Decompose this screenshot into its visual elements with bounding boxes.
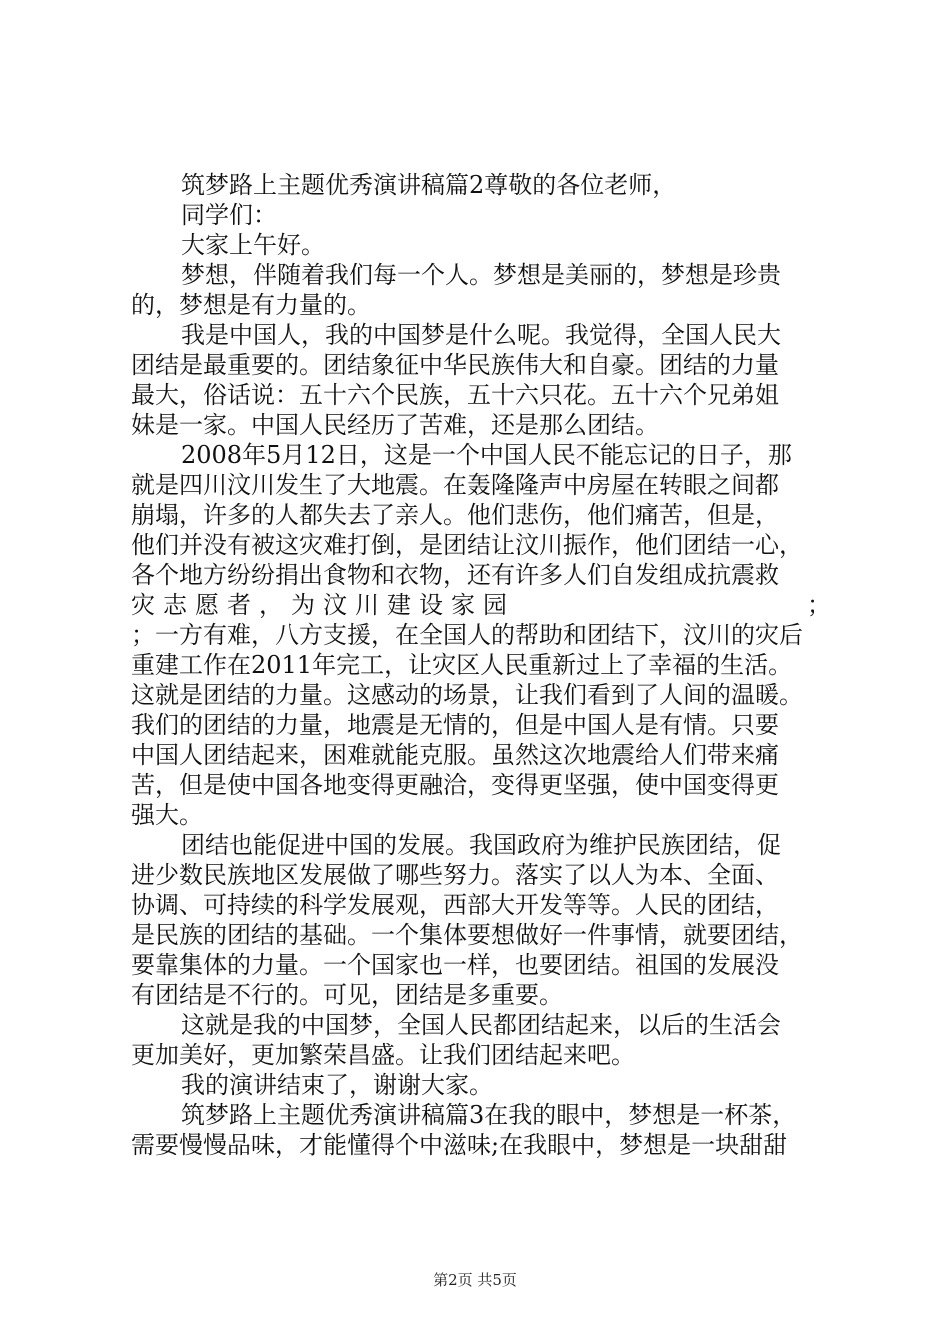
text-line: 筑梦路上主题优秀演讲稿篇2尊敬的各位老师， bbox=[181, 171, 677, 199]
text-line: 进少数民族地区发展做了哪些努力。落实了以人为本、全面、 bbox=[131, 861, 779, 889]
text-line: 就是四川汶川发生了大地震。在轰隆隆声中房屋在转眼之间都 bbox=[131, 471, 779, 499]
text-line: 需要慢慢品味，才能懂得个中滋味;在我眼中，梦想是一块甜甜 bbox=[131, 1131, 788, 1159]
text-line: ；一方有难，八方支援，在全国人的帮助和团结下，汶川的灾后 bbox=[131, 621, 803, 649]
speech-body bbox=[131, 170, 831, 1160]
text-line: 更加美好，更加繁荣昌盛。让我们团结起来吧。 bbox=[131, 1041, 635, 1069]
text-line: 梦想，伴随着我们每一个人。梦想是美丽的，梦想是珍贵 bbox=[181, 261, 781, 289]
text-line: 这就是我的中国梦，全国人民都团结起来，以后的生活会 bbox=[181, 1011, 781, 1039]
text-line: 重建工作在2011年完工，让灾区人民重新过上了幸福的生活。 bbox=[131, 651, 793, 679]
text-line: 同学们： bbox=[181, 201, 277, 229]
text-line: 筑梦路上主题优秀演讲稿篇3在我的眼中，梦想是一杯茶， bbox=[181, 1101, 797, 1129]
text-line: 的，梦想是有力量的。 bbox=[131, 291, 371, 319]
text-line: 大家上午好。 bbox=[181, 231, 325, 259]
text-line: 各个地方纷纷捐出食物和衣物，还有许多人们自发组成抗震救 bbox=[131, 561, 779, 589]
text-line bbox=[131, 590, 831, 620]
text-line: 崩塌，许多的人都失去了亲人。他们悲伤，他们痛苦，但是， bbox=[131, 501, 779, 529]
page-footer: 第2页 共5页 bbox=[433, 1271, 517, 1289]
text-line-main: 灾志愿者，为汶川建设家园 bbox=[131, 591, 515, 619]
text-line: 要靠集体的力量。一个国家也一样，也要团结。祖国的发展没 bbox=[131, 951, 779, 979]
text-line: 有团结是不行的。可见，团结是多重要。 bbox=[131, 981, 563, 1009]
text-line: 这就是团结的力量。这感动的场景，让我们看到了人间的温暖。 bbox=[131, 681, 803, 709]
text-line: 团结也能促进中国的发展。我国政府为维护民族团结，促 bbox=[181, 831, 781, 859]
text-line: 我是中国人，我的中国梦是什么呢。我觉得，全国人民大 bbox=[181, 321, 781, 349]
text-line: 2008年5月12日，这是一个中国人民不能忘记的日子，那 bbox=[181, 441, 792, 469]
text-line-tail: ； bbox=[807, 591, 831, 619]
text-line: 协调、可持续的科学发展观，西部大开发等等。人民的团结， bbox=[131, 891, 779, 919]
text-line: 苦，但是使中国各地变得更融洽，变得更坚强，使中国变得更 bbox=[131, 771, 779, 799]
text-line: 中国人团结起来，困难就能克服。虽然这次地震给人们带来痛 bbox=[131, 741, 779, 769]
text-line: 最大，俗话说：五十六个民族，五十六只花。五十六个兄弟姐 bbox=[131, 381, 779, 409]
text-line: 妹是一家。中国人民经历了苦难，还是那么团结。 bbox=[131, 411, 659, 439]
text-line: 我的演讲结束了，谢谢大家。 bbox=[181, 1071, 493, 1099]
text-line: 是民族的团结的基础。一个集体要想做好一件事情，就要团结， bbox=[131, 921, 803, 949]
text-line: 他们并没有被这灾难打倒，是团结让汶川振作，他们团结一心， bbox=[131, 531, 803, 559]
text-line: 团结是最重要的。团结象征中华民族伟大和自豪。团结的力量 bbox=[131, 351, 779, 379]
text-line: 强大。 bbox=[131, 801, 203, 829]
text-line: 我们的团结的力量，地震是无情的，但是中国人是有情。只要 bbox=[131, 711, 779, 739]
